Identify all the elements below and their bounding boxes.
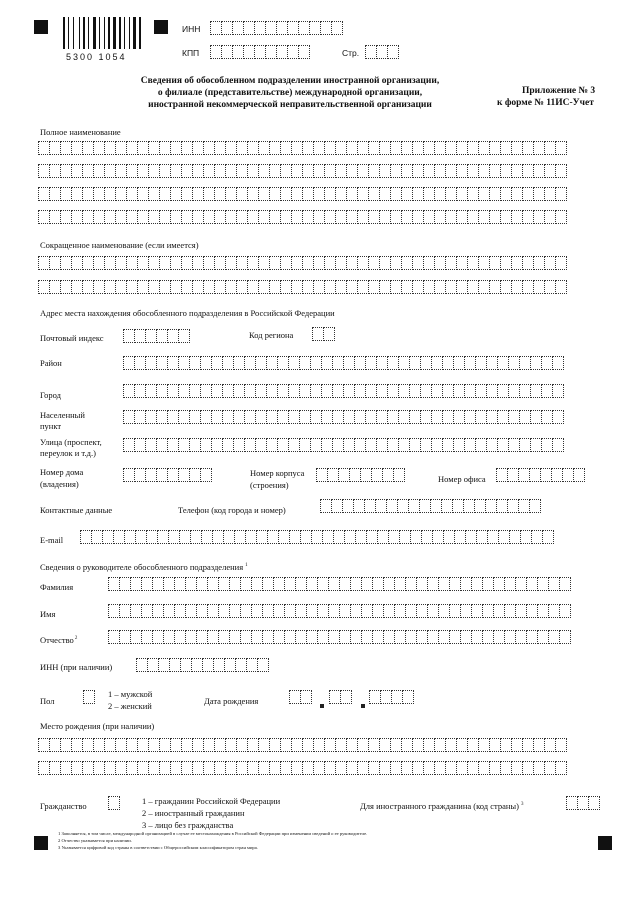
- city-label: Город: [40, 390, 61, 400]
- entry-cell[interactable]: [529, 499, 541, 513]
- citizenship-option-2: 2 – иностранный гражданин: [142, 808, 245, 818]
- entry-cell[interactable]: [555, 164, 567, 178]
- building-number-label-line-2: (строения): [250, 480, 289, 490]
- building-number-cells[interactable]: [316, 468, 404, 482]
- patronymic-text: Отчество: [40, 634, 74, 645]
- birthplace-label: Место рождения (при наличии): [40, 721, 155, 731]
- entry-cell[interactable]: [555, 280, 567, 294]
- kpp-label: КПП: [182, 48, 200, 58]
- barcode-bar: [133, 17, 136, 49]
- barcode-bar: [63, 17, 65, 49]
- entry-cell[interactable]: [323, 327, 335, 341]
- email-cells[interactable]: [80, 530, 553, 544]
- entry-cell[interactable]: [178, 329, 190, 343]
- building-number-label-line-1: Номер корпуса: [250, 468, 305, 478]
- citizenship-option-1: 1 – гражданин Российской Федерации: [142, 796, 281, 806]
- barcode-bar: [108, 17, 110, 49]
- entry-cell[interactable]: [108, 796, 120, 810]
- barcode-bar: [139, 17, 141, 49]
- footnote-3: 3 Указывается цифровой код страны в соответствии с Общероссийским классификатором стран мира.: [58, 845, 258, 850]
- date-separator-dot: [361, 704, 365, 708]
- short-name-label: Сокращенное наименование (если имеется): [40, 240, 199, 250]
- country-code-cells[interactable]: [566, 796, 599, 810]
- full-name-row-2[interactable]: [38, 164, 566, 178]
- entry-cell[interactable]: [555, 761, 567, 775]
- barcode-bar: [113, 17, 116, 49]
- birth-month-cells[interactable]: [329, 690, 351, 704]
- barcode-bar: [99, 17, 100, 49]
- city-cells[interactable]: [123, 384, 563, 398]
- office-number-cells[interactable]: [496, 468, 584, 482]
- birthplace-row-1[interactable]: [38, 738, 566, 752]
- corner-marker-top-center: [154, 20, 168, 34]
- surname-label: Фамилия: [40, 582, 74, 592]
- entry-cell[interactable]: [559, 604, 571, 618]
- person-inn-cells[interactable]: [136, 658, 268, 672]
- barcode-number: 5300 1054: [66, 52, 127, 62]
- corner-marker-bottom-left: [34, 836, 48, 850]
- locality-cells[interactable]: [123, 410, 563, 424]
- house-number-label-line-1: Номер дома: [40, 467, 84, 477]
- address-section-label: Адрес места нахождения обособленного подразделения в Российской Федерации: [40, 308, 335, 318]
- manager-section-text: Сведения о руководителе обособленного подразделения: [40, 561, 244, 572]
- country-code-label: [360, 800, 523, 811]
- entry-cell[interactable]: [300, 690, 312, 704]
- sex-option-male: 1 – мужской: [108, 689, 153, 699]
- short-name-row-2[interactable]: [38, 280, 566, 294]
- entry-cell[interactable]: [555, 141, 567, 155]
- office-number-label: Номер офиса: [438, 474, 486, 484]
- entry-cell[interactable]: [402, 690, 414, 704]
- phone-cells[interactable]: [320, 499, 540, 513]
- entry-cell[interactable]: [552, 384, 564, 398]
- entry-cell[interactable]: [387, 45, 399, 59]
- house-number-label-line-2: (владения): [40, 479, 79, 489]
- email-label: E-mail: [40, 535, 64, 545]
- sex-cell[interactable]: [83, 690, 94, 704]
- citizenship-cell[interactable]: [108, 796, 119, 810]
- entry-cell[interactable]: [200, 468, 212, 482]
- entry-cell[interactable]: [552, 410, 564, 424]
- barcode-bar: [88, 17, 89, 49]
- district-label: Район: [40, 358, 62, 368]
- postal-code-label: Почтовый индекс: [40, 333, 104, 343]
- country-code-footnote-ref: 3: [520, 802, 524, 807]
- footnote-2: 2 Отчество указывается при наличии.: [58, 838, 132, 843]
- entry-cell[interactable]: [331, 21, 343, 35]
- locality-label-line-2: пункт: [40, 421, 62, 431]
- entry-cell[interactable]: [555, 187, 567, 201]
- country-code-text: Для иностранного гражданина (код страны): [360, 800, 519, 811]
- entry-cell[interactable]: [552, 356, 564, 370]
- inn-label: ИНН: [182, 24, 201, 34]
- street-label-line-1: Улица (проспект,: [40, 437, 102, 447]
- corner-marker-bottom-right: [598, 836, 612, 850]
- entry-cell[interactable]: [555, 256, 567, 270]
- entry-cell[interactable]: [555, 738, 567, 752]
- phone-label: Телефон (код города и номер): [178, 505, 286, 515]
- appendix-form-label: к форме № 11ИС-Учет: [497, 98, 594, 108]
- barcode-bar: [119, 17, 121, 49]
- entry-cell[interactable]: [340, 690, 352, 704]
- entry-cell[interactable]: [257, 658, 269, 672]
- form-title-line-1: Сведения об обособленном подразделении иностранной организации,: [140, 76, 440, 86]
- region-code-label: Код региона: [249, 330, 294, 340]
- entry-cell[interactable]: [393, 468, 405, 482]
- first-name-cells[interactable]: [108, 604, 570, 618]
- manager-footnote-ref: 1: [245, 563, 248, 568]
- page-number-cells[interactable]: [365, 45, 398, 59]
- corner-marker-top-left: [34, 20, 48, 34]
- full-name-row-4[interactable]: [38, 210, 566, 224]
- entry-cell[interactable]: [573, 468, 585, 482]
- barcode-bar: [73, 17, 74, 49]
- barcode-bar: [124, 17, 125, 49]
- person-inn-label: ИНН (при наличии): [40, 662, 113, 672]
- street-cells[interactable]: [123, 438, 563, 452]
- patronymic-label: [40, 634, 77, 645]
- entry-cell[interactable]: [552, 438, 564, 452]
- barcode-graphic: [63, 17, 143, 49]
- form-title-line-2: о филиале (представительстве) международной организации,: [157, 88, 423, 98]
- page-label: Стр.: [342, 48, 360, 58]
- entry-cell[interactable]: [298, 45, 310, 59]
- patronymic-cells[interactable]: [108, 630, 570, 644]
- sex-option-female: 2 – женский: [108, 701, 152, 711]
- street-label-line-2: переулок и т.д.): [40, 448, 96, 458]
- contact-data-label: Контактные данные: [40, 505, 113, 515]
- barcode-bar: [93, 17, 96, 49]
- entry-cell[interactable]: [559, 630, 571, 644]
- inn-cells[interactable]: [210, 21, 342, 35]
- region-code-cells[interactable]: [312, 327, 334, 341]
- barcode-bar: [68, 17, 69, 49]
- entry-cell[interactable]: [542, 530, 554, 544]
- full-name-row-1[interactable]: [38, 141, 566, 155]
- date-separator-dot: [320, 704, 324, 708]
- citizenship-option-3: 3 – лицо без гражданства: [142, 820, 234, 830]
- manager-section-label: [40, 561, 248, 572]
- footnote-1: 1 Заполняется, в том числе, международной организацией в случае ее местонахождения в Российской Федерации при изменении сведений о ее руководителе.: [58, 831, 368, 836]
- patronymic-footnote-ref: 2: [74, 636, 78, 641]
- sex-label: Пол: [40, 696, 55, 706]
- barcode-bar: [129, 17, 130, 49]
- locality-label-line-1: Населенный: [40, 410, 85, 420]
- appendix-label: Приложение № 3: [522, 86, 596, 96]
- entry-cell[interactable]: [555, 210, 567, 224]
- surname-cells[interactable]: [108, 577, 570, 591]
- short-name-row-1[interactable]: [38, 256, 566, 270]
- birth-day-cells[interactable]: [289, 690, 311, 704]
- birth-year-cells[interactable]: [369, 690, 413, 704]
- full-name-label: Полное наименование: [40, 127, 121, 137]
- entry-cell[interactable]: [83, 690, 95, 704]
- house-number-cells[interactable]: [123, 468, 211, 482]
- birthplace-row-2[interactable]: [38, 761, 566, 775]
- form-title-line-3: иностранной некоммерческой неправительственной организации: [148, 100, 432, 110]
- kpp-cells[interactable]: [210, 45, 309, 59]
- first-name-label: Имя: [40, 609, 56, 619]
- citizenship-label: Гражданство: [40, 801, 87, 811]
- birth-date-label: Дата рождения: [204, 696, 259, 706]
- district-cells[interactable]: [123, 356, 563, 370]
- entry-cell[interactable]: [588, 796, 600, 810]
- entry-cell[interactable]: [559, 577, 571, 591]
- full-name-row-3[interactable]: [38, 187, 566, 201]
- barcode-bar: [83, 17, 85, 49]
- barcode-bar: [104, 17, 105, 49]
- barcode-bar: [79, 17, 80, 49]
- postal-code-cells[interactable]: [123, 329, 189, 343]
